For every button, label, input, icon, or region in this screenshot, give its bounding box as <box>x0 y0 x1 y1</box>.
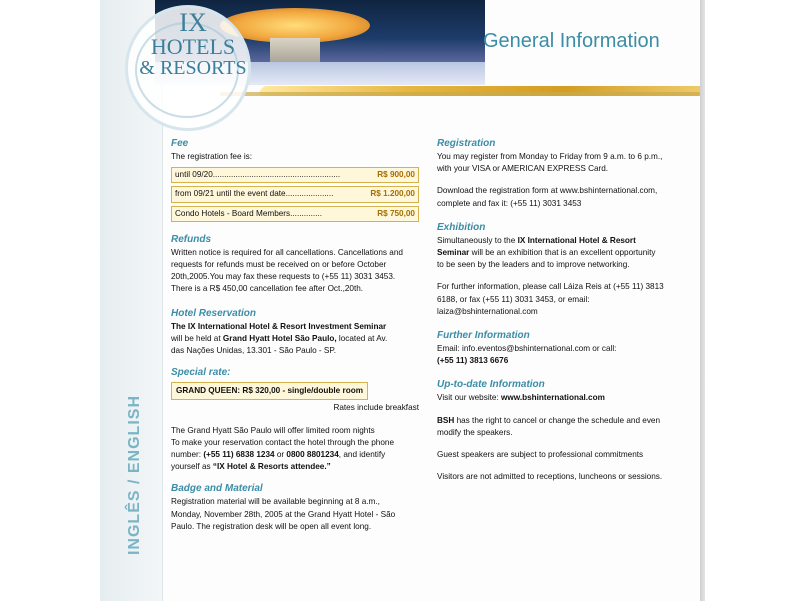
refunds-text-1: Written notice is required for all cancellations. Cancellations and <box>171 247 403 257</box>
special-rate-line-3 <box>171 449 419 461</box>
further-info-phone: (+55 11) 3813 6676 <box>437 356 509 366</box>
fee-title: Fee <box>171 138 189 149</box>
attendee-code: “IX Hotel & Resorts attendee.” <box>212 462 331 472</box>
exhibition-line-5: 6188, or fax (+55 11) 3031 3453, or email: <box>437 294 590 304</box>
exhibition-line-4: For further information, please call Láiza Reis at (+55 11) 3813 <box>437 282 664 292</box>
fee-row <box>171 206 419 222</box>
brochure-page <box>100 0 705 601</box>
fee-intro: The registration fee is: <box>171 152 253 161</box>
rates-note: Rates include breakfast <box>333 403 419 413</box>
text-fragment: yourself as <box>171 462 213 472</box>
registration-line-1: You may register from Monday to Friday from 9 a.m. to 6 p.m., <box>437 152 663 161</box>
badge-title: Badge and Material <box>171 483 263 495</box>
hotel-phone: (+55 11) 6838 1234 <box>203 450 275 460</box>
fee-label: until 09/20........................................................ <box>175 170 341 180</box>
further-info-title: Further Information <box>437 330 530 342</box>
registration-title: Registration <box>437 138 496 149</box>
hotel-reservation-text <box>171 321 419 358</box>
website: www.bshinternational.com <box>501 393 605 403</box>
spacer <box>437 439 697 449</box>
text-fragment: located at Av. <box>336 333 388 343</box>
special-rate-line-1: The Grand Hyatt São Paulo will offer limited room nights <box>171 425 375 435</box>
uptodate-section <box>437 379 697 483</box>
hotel-tollfree: 0800 8801234 <box>286 450 339 460</box>
hotel-reservation-line-2 <box>171 333 419 345</box>
seminar-name: IX International Hotel & Resort <box>517 235 636 245</box>
special-rate-title: Special rate: <box>171 367 231 379</box>
gold-swoosh-line <box>220 92 700 96</box>
further-info-section <box>437 330 697 367</box>
hotel-reservation-line-1: The IX International Hotel & Resort Investment Seminar <box>171 321 387 331</box>
uptodate-line-5: Visitors are not admitted to receptions, luncheons or sessions. <box>437 472 663 482</box>
refunds-text-3: 20th,2005.You may fax these requests to (+55 11) 3031 3453. <box>171 272 396 282</box>
registration-line-4: complete and fax it: (+55 11) 3031 3453 <box>437 198 582 208</box>
logo-hotels: HOTELS <box>150 34 236 59</box>
uptodate-line-1 <box>437 392 697 404</box>
text-fragment: number: <box>171 450 204 460</box>
spacer <box>437 461 697 471</box>
fee-amount: R$ 750,00 <box>377 208 415 218</box>
uptodate-line-4: Guest speakers are subject to professional commitments <box>437 450 644 460</box>
spacer <box>437 175 697 185</box>
left-column <box>171 138 419 543</box>
logo-ix: IX <box>179 8 207 37</box>
spacer <box>437 405 697 415</box>
spacer <box>437 271 697 281</box>
registration-line-3: Download the registration form at www.bshinternational.com, <box>437 186 658 196</box>
badge-line-1: Registration material will be available beginning at 8 a.m., <box>171 497 380 507</box>
text-fragment: will be an exhibition that is an excellent opportunity <box>469 248 656 258</box>
badge-section <box>171 483 419 533</box>
text-fragment: , and identify <box>338 450 386 460</box>
fee-row <box>171 167 419 183</box>
uptodate-line-2 <box>437 415 697 427</box>
badge-line-2: Monday, November 28th, 2005 at the Grand Hyatt Hotel - São <box>171 509 396 519</box>
special-rate-text <box>171 425 419 474</box>
refunds-text-4: There is a R$ 450,00 cancellation fee after Oct.,20th. <box>171 284 364 294</box>
fee-label: from 09/21 until the event date..................... <box>175 189 334 199</box>
fee-table <box>171 167 419 222</box>
text-fragment: has the right to cancel or change the schedule and even <box>454 415 661 425</box>
refunds-title: Refunds <box>171 233 211 245</box>
uptodate-line-3: modify the speakers. <box>437 427 513 437</box>
special-rate-box: GRAND QUEEN: R$ 320,00 - single/double room <box>171 382 368 400</box>
seminar-word: Seminar <box>437 248 470 258</box>
hotel-reservation-section <box>171 308 419 358</box>
uptodate-title: Up-to-date Information <box>437 379 545 391</box>
refunds-section <box>171 234 419 296</box>
text-fragment: Visit our website: <box>437 393 502 403</box>
logo-resorts: & RESORTS <box>139 57 247 79</box>
bsh-name: BSH <box>437 415 455 425</box>
special-rate-line-4 <box>171 461 419 473</box>
special-rate-section <box>171 367 419 473</box>
fee-row <box>171 186 419 202</box>
exhibition-line-2 <box>437 247 697 259</box>
hotel-reservation-title: Hotel Reservation <box>171 307 257 319</box>
logo <box>128 10 258 78</box>
further-info-line-1: Email: info.eventos@bshinternational.com or call: <box>437 344 617 354</box>
text-fragment: will be held at <box>171 333 223 343</box>
right-column <box>437 138 697 493</box>
text-fragment: Simultaneously to the <box>437 235 518 245</box>
fee-amount: R$ 1.200,00 <box>370 189 415 199</box>
fee-amount: R$ 900,00 <box>377 170 415 180</box>
registration-section <box>437 138 697 210</box>
exhibition-email: laiza@bshinternational.com <box>437 306 538 316</box>
badge-line-3: Paulo. The registration desk will be open all event long. <box>171 521 372 531</box>
exhibition-line-3: to be seen by the leaders and to improve networking. <box>437 260 630 270</box>
text-fragment: or <box>274 450 287 460</box>
exhibition-section <box>437 222 697 318</box>
registration-line-2: with your VISA or AMERICAN EXPRESS Card. <box>437 164 609 174</box>
hotel-name: Grand Hyatt Hotel São Paulo, <box>222 333 337 343</box>
special-rate-line-2: To make your reservation contact the hotel through the phone <box>171 437 395 447</box>
side-language-label: INGLÊS / ENGLISH <box>126 395 143 556</box>
exhibition-title: Exhibition <box>437 221 486 233</box>
fee-section <box>171 138 419 222</box>
left-margin <box>0 0 100 601</box>
page-title: General Information <box>483 30 660 52</box>
right-margin <box>705 0 800 601</box>
refunds-text-2: requests for refunds must be received on or before October <box>171 260 387 270</box>
exhibition-line-1 <box>437 235 697 247</box>
fee-label: Condo Hotels - Board Members.............. <box>175 208 322 218</box>
hotel-reservation-line-3: das Nações Unidas, 13.301 - São Paulo - SP. <box>171 346 337 356</box>
